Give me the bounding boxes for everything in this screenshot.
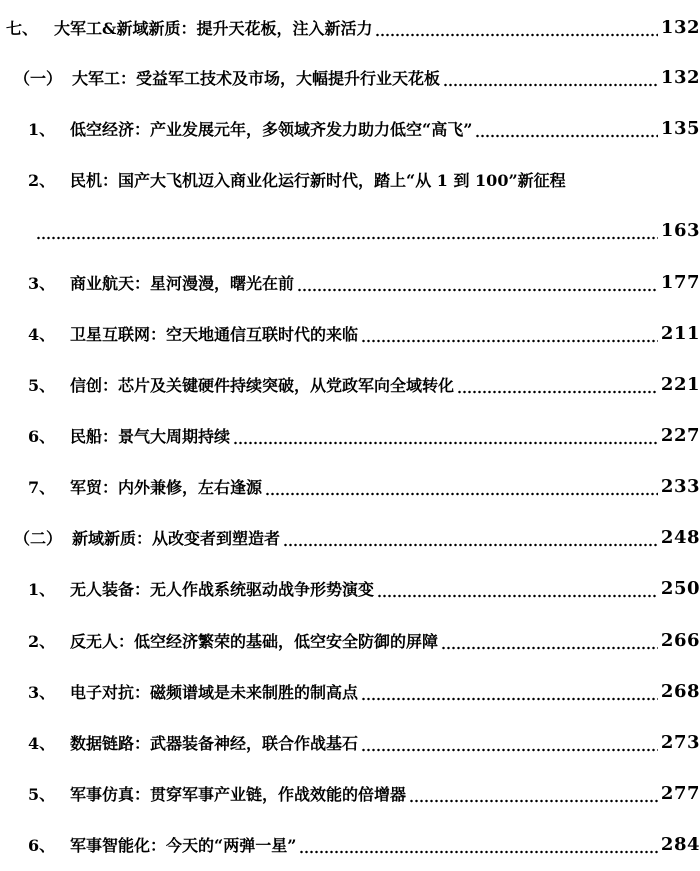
toc-entry-number: 2、 — [28, 631, 56, 651]
toc-entry[interactable] — [0, 471, 700, 501]
toc-entry-title: 民船：景气大周期持续 — [70, 426, 231, 446]
toc-entry-number: 1、 — [28, 579, 56, 599]
toc-entry-title: 无人装备：无人作战系统驱动战争形势演变 — [70, 579, 375, 599]
dot-leader — [409, 787, 658, 803]
dot-leader — [297, 276, 658, 292]
dot-leader — [443, 71, 658, 87]
toc-entry-page: 266 — [660, 629, 700, 651]
toc-entry-page: 277 — [660, 782, 700, 804]
toc-entry[interactable] — [0, 829, 700, 859]
dot-leader — [265, 480, 658, 496]
toc-entry-title: 军事仿真：贯穿军事产业链，作战效能的倍增器 — [70, 784, 407, 804]
toc-entry-title: 商业航天：星河漫漫，曙光在前 — [70, 273, 295, 293]
dot-leader — [457, 378, 658, 394]
toc-entry-title: 卫星互联网：空天地通信互联时代的来临 — [70, 324, 359, 344]
dot-leader — [299, 838, 658, 854]
toc-entry-title: 大军工：受益军工技术及市场，大幅提升行业天花板 — [72, 68, 441, 88]
toc-entry[interactable] — [0, 727, 700, 757]
toc-entry-number: 4、 — [28, 733, 56, 753]
toc-entry[interactable] — [0, 369, 700, 399]
toc-entry-title: 军贸：内外兼修，左右逢源 — [70, 477, 263, 497]
dot-leader — [375, 21, 657, 37]
toc-entry-page: 135 — [660, 117, 700, 139]
dot-leader — [233, 429, 658, 445]
toc-entry[interactable] — [0, 267, 700, 297]
toc-entry[interactable] — [0, 62, 700, 92]
toc-entry-page: 268 — [660, 680, 700, 702]
toc-entry-title: 大军工&新域新质：提升天花板，注入新活力 — [54, 18, 373, 38]
toc-entry-number: 1、 — [28, 119, 56, 139]
toc-entry-continuation[interactable] — [0, 215, 700, 245]
toc-entry-title: 信创：芯片及关键硬件持续突破，从党政军向全域转化 — [70, 375, 455, 395]
toc-entry-number: 3、 — [28, 273, 56, 293]
toc-entry-page: 211 — [660, 322, 700, 344]
toc-entry-number: 7、 — [28, 477, 56, 497]
dot-leader — [283, 531, 658, 547]
toc-entry-page: 227 — [660, 424, 700, 446]
toc-entry-title: 反无人：低空经济繁荣的基础，低空安全防御的屏障 — [70, 631, 439, 651]
toc-entry-number: 2、 — [28, 170, 56, 190]
toc-entry-number: 5、 — [28, 375, 56, 395]
toc-entry-title: 民机：国产大飞机迈入商业化运行新时代，踏上“从 1 到 100”新征程 — [70, 170, 566, 190]
toc-entry-number: 5、 — [28, 784, 56, 804]
toc-entry-number: 七、 — [6, 18, 39, 38]
toc-entry[interactable] — [0, 164, 700, 194]
toc-entry[interactable] — [0, 625, 700, 655]
toc-entry-page: 284 — [660, 833, 700, 855]
toc-entry-page: 273 — [660, 731, 700, 753]
toc-entry-title: 电子对抗：磁频谱域是未来制胜的制高点 — [70, 682, 359, 702]
toc-entry-title: 军事智能化：今天的“两弹一星” — [70, 835, 297, 855]
toc-entry-number: （一） — [14, 68, 63, 88]
toc-entry-page: 221 — [660, 373, 700, 395]
toc-entry-number: 6、 — [28, 835, 56, 855]
toc-entry-page: 132 — [660, 16, 700, 38]
toc-entry-number: 4、 — [28, 324, 56, 344]
dot-leader — [361, 327, 658, 343]
dot-leader — [377, 582, 658, 598]
dot-leader — [36, 224, 658, 240]
toc-entry-page: 177 — [660, 271, 700, 293]
toc-entry-number: （二） — [14, 528, 63, 548]
dot-leader — [475, 122, 658, 138]
toc-entry-page: 132 — [660, 66, 700, 88]
toc-entry[interactable] — [0, 12, 700, 42]
toc-entry[interactable] — [0, 573, 700, 603]
toc-entry-number: 6、 — [28, 426, 56, 446]
toc-entry-page: 250 — [660, 577, 700, 599]
dot-leader — [361, 685, 658, 701]
toc-entry-page: 233 — [660, 475, 700, 497]
toc-entry-title: 数据链路：武器装备神经，联合作战基石 — [70, 733, 359, 753]
toc-entry[interactable] — [0, 676, 700, 706]
toc-entry-page: 248 — [660, 526, 700, 548]
toc-entry[interactable] — [0, 318, 700, 348]
toc-entry[interactable] — [0, 113, 700, 143]
toc-entry-title: 低空经济：产业发展元年，多领域齐发力助力低空“高飞” — [70, 119, 473, 139]
dot-leader — [361, 736, 658, 752]
dot-leader — [441, 634, 658, 650]
toc-entry[interactable] — [0, 522, 700, 552]
toc-entry[interactable] — [0, 778, 700, 808]
toc-entry-number: 3、 — [28, 682, 56, 702]
toc-entry-title: 新域新质：从改变者到塑造者 — [72, 528, 281, 548]
toc-entry[interactable] — [0, 420, 700, 450]
toc-entry-page: 163 — [660, 219, 700, 241]
